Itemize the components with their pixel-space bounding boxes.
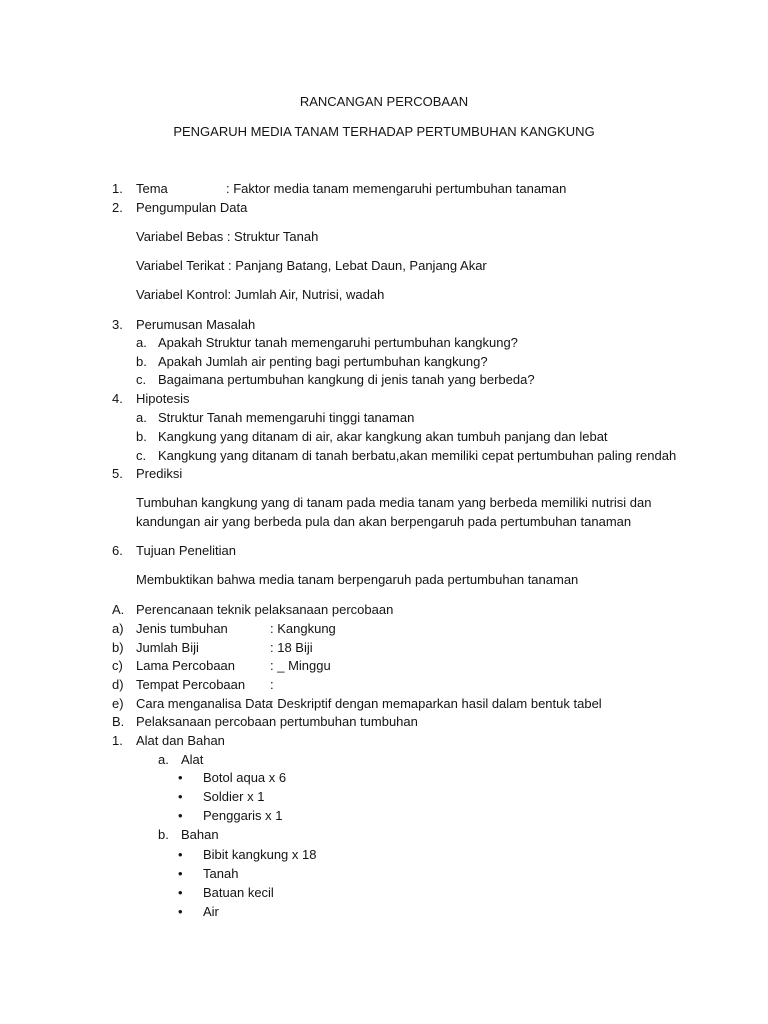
bahan-item <box>0 904 768 920</box>
tema-value: : Faktor media tanam memengaruhi pertumbuhan tanaman <box>226 181 567 196</box>
item-label: Cara menganalisa Data <box>136 696 273 711</box>
bahan-item <box>0 885 768 901</box>
item-value: : Deskriptif dengan memaparkan hasil dalam bentuk tabel <box>270 696 602 711</box>
bahan-item-text: Batuan kecil <box>203 885 274 900</box>
item-number: 2. <box>112 200 123 215</box>
item-number: 5. <box>112 466 123 481</box>
pengumpulan-label: Pengumpulan Data <box>136 200 248 215</box>
item-letter: a) <box>112 621 124 636</box>
item-label: Jenis tumbuhan <box>136 621 228 636</box>
variabel-bebas: Variabel Bebas : Struktur Tanah <box>136 229 319 244</box>
section-a-item <box>0 658 768 674</box>
bahan-heading <box>0 827 768 843</box>
perumusan-item-a <box>0 335 768 351</box>
item-number: 6. <box>112 543 123 558</box>
list-item-tema <box>0 181 768 197</box>
variabel-terikat: Variabel Terikat : Panjang Batang, Lebat Daun, Panjang Akar <box>136 258 487 273</box>
item-number: 1. <box>112 181 123 196</box>
perumusan-label: Perumusan Masalah <box>136 317 256 332</box>
bullet-icon: • <box>178 770 183 785</box>
item-letter: d) <box>112 677 124 692</box>
hipotesis-label: Hipotesis <box>136 391 190 406</box>
item-letter: c) <box>112 658 123 673</box>
section-a-item <box>0 696 768 712</box>
list-item-perumusan <box>0 317 768 333</box>
sub-text: Kangkung yang ditanam di air, akar kangkung akan tumbuh panjang dan lebat <box>158 429 608 444</box>
section-a-item <box>0 677 768 693</box>
bullet-icon: • <box>178 789 183 804</box>
alat-item-text: Penggaris x 1 <box>203 808 283 823</box>
list-item-alat-bahan <box>0 733 768 749</box>
section-letter: B. <box>112 714 125 729</box>
bahan-item <box>0 847 768 863</box>
tujuan-paragraph: Membuktikan bahwa media tanam berpengaruh pada pertumbuhan tanaman <box>136 572 579 587</box>
bahan-item-text: Bibit kangkung x 18 <box>203 847 317 862</box>
item-value: : <box>270 677 274 692</box>
list-item-prediksi <box>0 466 768 482</box>
perumusan-item-b <box>0 354 768 370</box>
bahan-item-text: Tanah <box>203 866 239 881</box>
alat-item-text: Soldier x 1 <box>203 789 265 804</box>
sub-text: Kangkung yang ditanam di tanah berbatu,akan memiliki cepat pertumbuhan paling rendah <box>158 448 677 463</box>
tujuan-label: Tujuan Penelitian <box>136 543 236 558</box>
alat-bahan-label: Alat dan Bahan <box>136 733 225 748</box>
section-b-heading <box>0 714 768 730</box>
item-number: 3. <box>112 317 123 332</box>
section-a-item <box>0 621 768 637</box>
item-number: 4. <box>112 391 123 406</box>
bullet-icon: • <box>178 904 183 919</box>
document-subtitle: PENGARUH MEDIA TANAM TERHADAP PERTUMBUHAN KANGKUNG <box>173 124 595 139</box>
sub-letter: b. <box>136 354 147 369</box>
bahan-item-text: Air <box>203 904 219 919</box>
section-b-title: Pelaksanaan percobaan pertumbuhan tumbuhan <box>136 714 418 729</box>
alat-heading <box>0 752 768 768</box>
hipotesis-item-b <box>0 429 768 445</box>
alat-item <box>0 808 768 824</box>
item-letter: e) <box>112 696 124 711</box>
sub-letter: b. <box>136 429 147 444</box>
perumusan-item-c <box>0 372 768 388</box>
variabel-kontrol: Variabel Kontrol: Jumlah Air, Nutrisi, wadah <box>136 287 385 302</box>
bullet-icon: • <box>178 808 183 823</box>
item-letter: b) <box>112 640 124 655</box>
item-label: Lama Percobaan <box>136 658 236 673</box>
hipotesis-item-a <box>0 410 768 426</box>
item-value: : 18 Biji <box>270 640 313 655</box>
bahan-label: Bahan <box>181 827 219 842</box>
document-title: RANCANGAN PERCOBAAN <box>299 94 469 109</box>
section-a-title: Perencanaan teknik pelaksanaan percobaan <box>136 602 394 617</box>
alat-item <box>0 789 768 805</box>
alat-label: Alat <box>181 752 204 767</box>
tema-label: Tema <box>136 181 168 196</box>
hipotesis-item-c <box>0 448 768 464</box>
sub-text: Apakah Jumlah air penting bagi pertumbuhan kangkung? <box>158 354 488 369</box>
sub-text: Struktur Tanah memengaruhi tinggi tanaman <box>158 410 415 425</box>
bullet-icon: • <box>178 866 183 881</box>
sub-letter: c. <box>136 372 147 387</box>
sub-letter: a. <box>136 410 147 425</box>
sub-letter: a. <box>158 752 169 767</box>
sub-text: Bagaimana pertumbuhan kangkung di jenis tanah yang berbeda? <box>158 372 535 387</box>
alat-item-text: Botol aqua x 6 <box>203 770 287 785</box>
item-value: : _ Minggu <box>270 658 331 673</box>
sub-letter: c. <box>136 448 147 463</box>
prediksi-paragraph-line-2: kandungan air yang berbeda pula dan akan berpengaruh pada pertumbuhan tanaman <box>136 514 632 529</box>
list-item-hipotesis <box>0 391 768 407</box>
item-number: 1. <box>112 733 123 748</box>
list-item-tujuan <box>0 543 768 559</box>
sub-text: Apakah Struktur tanah memengaruhi pertumbuhan kangkung? <box>158 335 518 350</box>
item-label: Tempat Percobaan <box>136 677 246 692</box>
bullet-icon: • <box>178 847 183 862</box>
bullet-icon: • <box>178 885 183 900</box>
item-label: Jumlah Biji <box>136 640 199 655</box>
prediksi-paragraph-line-1: Tumbuhan kangkung yang di tanam pada media tanam yang berbeda memiliki nutrisi dan <box>136 495 652 510</box>
sub-letter: b. <box>158 827 169 842</box>
sub-letter: a. <box>136 335 147 350</box>
section-a-heading <box>0 602 768 618</box>
item-value: : Kangkung <box>270 621 336 636</box>
bahan-item <box>0 866 768 882</box>
prediksi-label: Prediksi <box>136 466 183 481</box>
alat-item <box>0 770 768 786</box>
list-item-pengumpulan <box>0 200 768 216</box>
section-a-item <box>0 640 768 656</box>
section-letter: A. <box>112 602 125 617</box>
